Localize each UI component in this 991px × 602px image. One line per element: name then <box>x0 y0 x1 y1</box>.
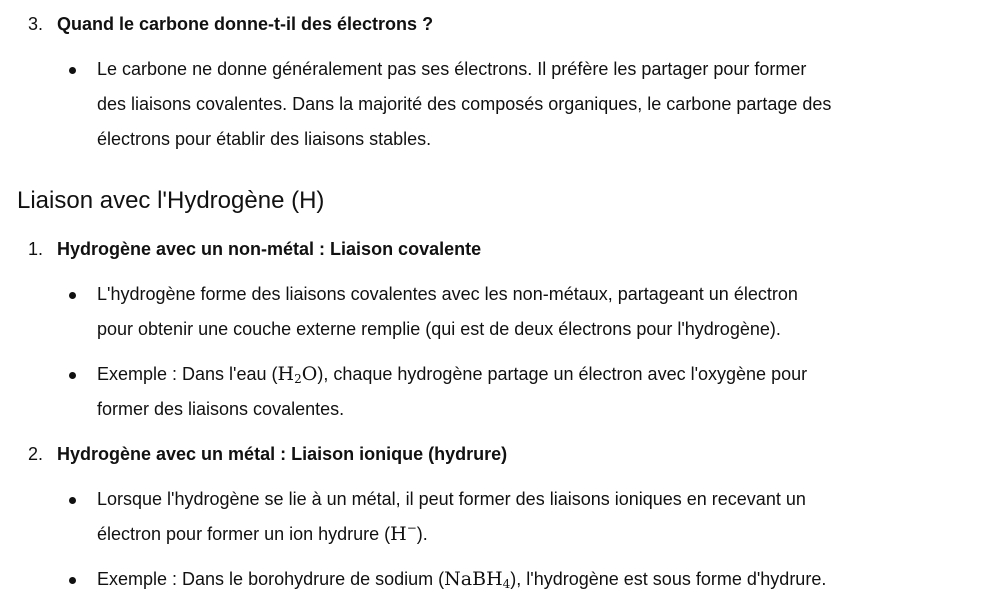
text-fragment: Exemple : Dans le borohydrure de sodium ( <box>97 569 445 589</box>
bullet-line <box>97 562 927 597</box>
formula-nabh4 <box>444 568 510 590</box>
bullet-line: pour obtenir une couche externe remplie (qui est de deux électrons pour l'hydrogène). <box>97 319 781 339</box>
formula-water <box>278 363 318 385</box>
bullet-dot-icon <box>69 497 76 504</box>
bullet-dot-icon <box>69 577 76 584</box>
list-item-2-title <box>28 443 507 465</box>
bullet-item <box>97 277 927 347</box>
bullet-line: L'hydrogène forme des liaisons covalentes avec les non-métaux, partageant un électron <box>97 284 798 304</box>
section-heading: Liaison avec l'Hydrogène (H) <box>17 187 325 214</box>
formula-text: H <box>390 523 407 545</box>
list-item-title: Hydrogène avec un métal : Liaison ionique (hydrure) <box>57 444 508 464</box>
bullet-item <box>97 52 927 157</box>
bullet-line: des liaisons covalentes. Dans la majorité des composés organiques, le carbone partage des <box>97 94 832 114</box>
bullet-dot-icon <box>69 67 76 74</box>
list-item-title: Quand le carbone donne-t-il des électrons ? <box>57 14 434 34</box>
bullet-line: électrons pour établir des liaisons stables. <box>97 129 432 149</box>
bullet-item <box>97 482 927 552</box>
formula-hydride <box>390 523 417 545</box>
list-item-1-title <box>28 238 481 260</box>
formula-text: NaBH <box>444 568 503 590</box>
formula-superscript: − <box>406 521 417 535</box>
formula-subscript: 2 <box>294 372 302 386</box>
bullet-item <box>97 357 927 427</box>
list-number: 2. <box>28 444 44 464</box>
bullet-dot-icon <box>69 372 76 379</box>
formula-text: O <box>301 363 318 385</box>
text-fragment: ), l'hydrogène est sous forme d'hydrure. <box>510 569 827 589</box>
bullet-item <box>97 562 927 597</box>
formula-subscript: 4 <box>502 577 511 591</box>
list-number: 3. <box>28 14 44 34</box>
bullet-line: Le carbone ne donne généralement pas ses électrons. Il préfère les partager pour former <box>97 59 807 79</box>
text-fragment: Exemple : Dans l'eau ( <box>97 364 278 384</box>
bullet-line <box>97 357 927 392</box>
list-number: 1. <box>28 239 44 259</box>
list-item-title: Hydrogène avec un non-métal : Liaison covalente <box>57 239 482 259</box>
bullet-dot-icon <box>69 292 76 299</box>
formula-text: H <box>277 363 295 385</box>
text-fragment: électron pour former un ion hydrure ( <box>97 524 391 544</box>
text-fragment: ), chaque hydrogène partage un électron avec l'oxygène pour <box>317 364 808 384</box>
bullet-line <box>97 517 927 552</box>
bullet-line: former des liaisons covalentes. <box>97 399 345 419</box>
text-fragment: ). <box>416 524 428 544</box>
bullet-line: Lorsque l'hydrogène se lie à un métal, il peut former des liaisons ioniques en recevant un <box>97 489 806 509</box>
list-item-3-title <box>28 13 433 35</box>
